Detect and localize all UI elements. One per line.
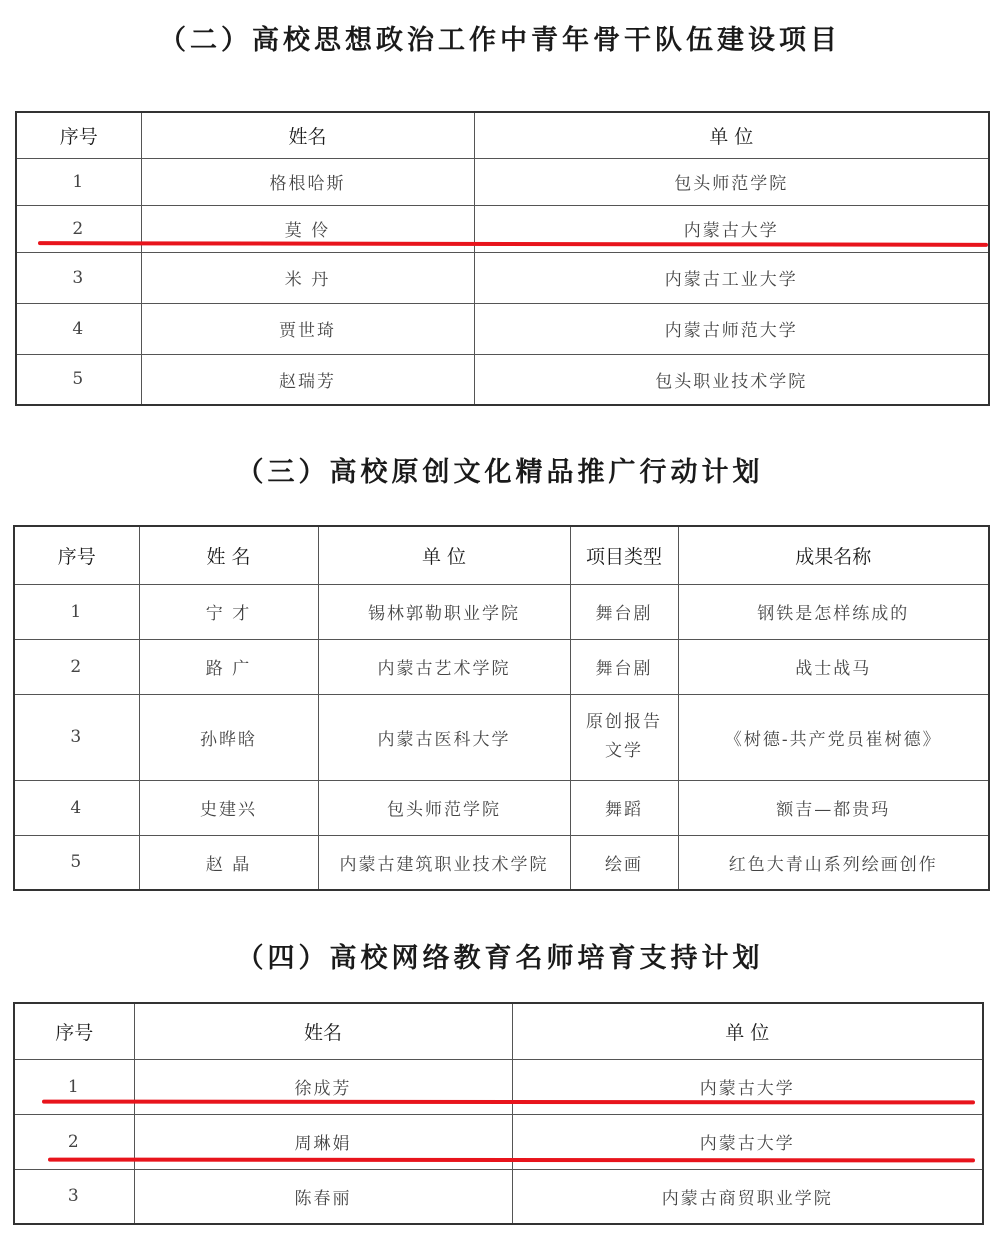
table-row xyxy=(16,303,989,354)
cell-unit: 内蒙古大学 xyxy=(512,1059,983,1114)
table-header-row xyxy=(14,1003,983,1059)
header-unit: 单 位 xyxy=(474,112,989,158)
table-row xyxy=(14,1059,983,1114)
header-unit: 单 位 xyxy=(512,1003,983,1059)
section2-table xyxy=(15,111,990,406)
cell-name: 米 丹 xyxy=(141,252,474,303)
cell-result: 《树德-共产党员崔树德》 xyxy=(678,694,989,780)
cell-result: 钢铁是怎样练成的 xyxy=(678,584,989,639)
cell-name: 赵 晶 xyxy=(139,835,318,890)
table-row xyxy=(16,252,989,303)
cell-unit: 内蒙古大学 xyxy=(512,1114,983,1169)
cell-result: 额吉—都贵玛 xyxy=(678,780,989,835)
table-row xyxy=(14,584,989,639)
cell-no: 5 xyxy=(14,835,139,890)
cell-no: 2 xyxy=(14,1114,134,1169)
cell-name: 贾世琦 xyxy=(141,303,474,354)
header-result: 成果名称 xyxy=(678,526,989,584)
cell-type: 舞台剧 xyxy=(570,584,678,639)
cell-unit: 内蒙古师范大学 xyxy=(474,303,989,354)
cell-name: 赵瑞芳 xyxy=(141,354,474,405)
cell-no: 5 xyxy=(16,354,141,405)
table-row xyxy=(14,1169,983,1224)
header-name: 姓名 xyxy=(141,112,474,158)
cell-no: 1 xyxy=(14,1059,134,1114)
section3-title: （三）高校原创文化精品推广行动计划 xyxy=(236,457,764,488)
cell-no: 3 xyxy=(14,694,139,780)
table-row xyxy=(14,780,989,835)
cell-name: 格根哈斯 xyxy=(141,158,474,205)
header-no: 序号 xyxy=(14,1003,134,1059)
cell-unit: 包头师范学院 xyxy=(474,158,989,205)
header-no: 序号 xyxy=(16,112,141,158)
cell-unit: 内蒙古艺术学院 xyxy=(318,639,570,694)
cell-no: 1 xyxy=(14,584,139,639)
cell-unit: 内蒙古商贸职业学院 xyxy=(512,1169,983,1224)
header-type: 项目类型 xyxy=(570,526,678,584)
cell-result: 红色大青山系列绘画创作 xyxy=(678,835,989,890)
cell-name: 宁 才 xyxy=(139,584,318,639)
table-row xyxy=(14,835,989,890)
cell-unit: 内蒙古医科大学 xyxy=(318,694,570,780)
section4-title: （四）高校网络教育名师培育支持计划 xyxy=(236,943,764,974)
cell-no: 1 xyxy=(16,158,141,205)
section2-title: （二）高校思想政治工作中青年骨干队伍建设项目 xyxy=(159,25,841,56)
table-row xyxy=(16,354,989,405)
table-row xyxy=(14,639,989,694)
cell-name: 徐成芳 xyxy=(134,1059,512,1114)
cell-no: 4 xyxy=(16,303,141,354)
cell-unit: 包头师范学院 xyxy=(318,780,570,835)
cell-type: 舞台剧 xyxy=(570,639,678,694)
header-no: 序号 xyxy=(14,526,139,584)
cell-name: 陈春丽 xyxy=(134,1169,512,1224)
cell-name: 莫 伶 xyxy=(141,205,474,252)
cell-no: 3 xyxy=(14,1169,134,1224)
table-header-row xyxy=(16,112,989,158)
cell-type xyxy=(570,694,678,780)
section3-table xyxy=(13,525,990,891)
cell-unit: 锡林郭勒职业学院 xyxy=(318,584,570,639)
section4-table xyxy=(13,1002,984,1225)
table-row xyxy=(16,158,989,205)
cell-unit: 内蒙古建筑职业技术学院 xyxy=(318,835,570,890)
cell-unit: 内蒙古工业大学 xyxy=(474,252,989,303)
cell-unit: 包头职业技术学院 xyxy=(474,354,989,405)
cell-type: 绘画 xyxy=(570,835,678,890)
highlight-underline xyxy=(48,1158,975,1163)
cell-unit: 内蒙古大学 xyxy=(474,205,989,252)
table-row xyxy=(14,694,989,780)
cell-type-line1: 原创报告 xyxy=(586,712,662,733)
header-name: 姓名 xyxy=(134,1003,512,1059)
header-unit: 单 位 xyxy=(318,526,570,584)
cell-no: 2 xyxy=(14,639,139,694)
header-name: 姓 名 xyxy=(139,526,318,584)
cell-name: 周琳娟 xyxy=(134,1114,512,1169)
cell-name: 路 广 xyxy=(139,639,318,694)
cell-no: 2 xyxy=(16,205,141,252)
cell-no: 4 xyxy=(14,780,139,835)
table-header-row xyxy=(14,526,989,584)
cell-result: 战士战马 xyxy=(678,639,989,694)
cell-name: 史建兴 xyxy=(139,780,318,835)
highlight-underline xyxy=(42,1100,975,1105)
cell-type-line2: 文学 xyxy=(605,741,643,761)
cell-type: 舞蹈 xyxy=(570,780,678,835)
cell-no: 3 xyxy=(16,252,141,303)
cell-name: 孙晔晗 xyxy=(139,694,318,780)
